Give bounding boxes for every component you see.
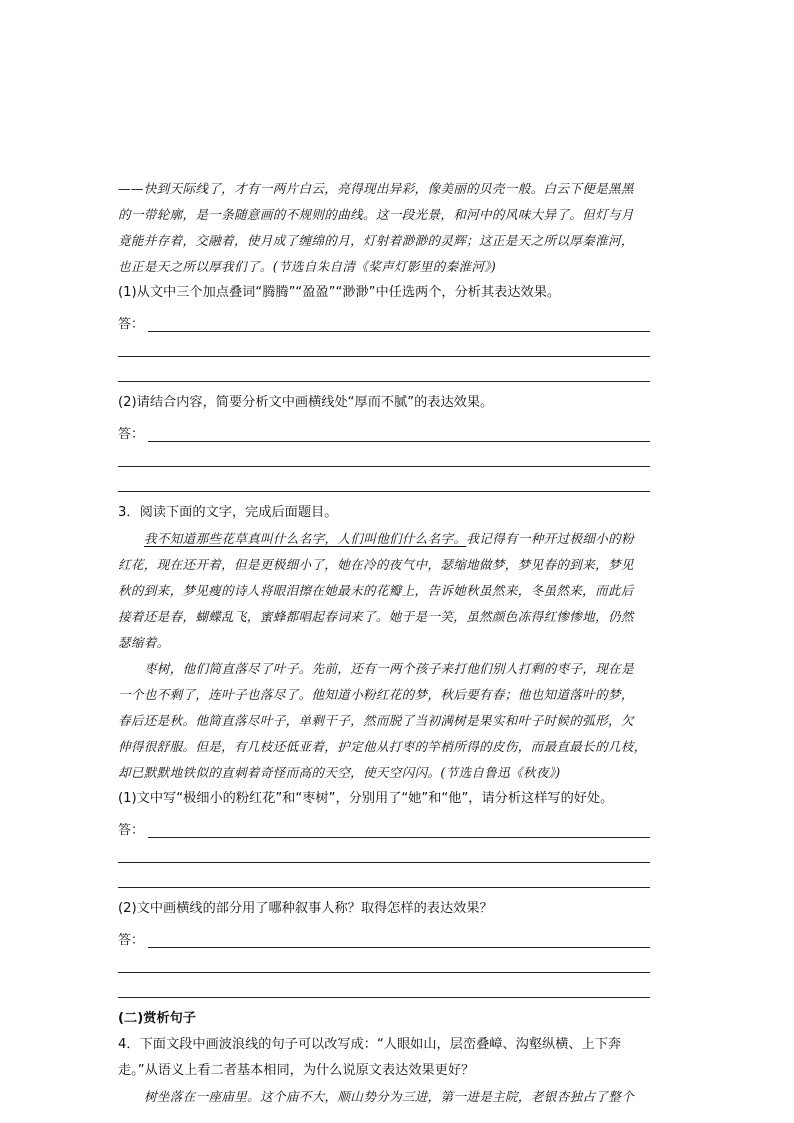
answer-line[interactable] — [118, 332, 650, 357]
passage4-line-1: 树坐落在一座庙里。这个庙不大，顺山势分为三进，第一进是主院，老银杏独占了整个 — [144, 1089, 634, 1104]
answer-line[interactable] — [118, 863, 650, 888]
passage3-line-4: 伸得很舒服。但是，有几枝还低亚着，护定他从打枣的竿梢所得的皮伤，而最直最长的几枝， — [118, 739, 647, 754]
question-3-2: (2)文中画横线的部分用了哪种叙事人称？取得怎样的表达效果？ — [118, 901, 493, 916]
passage3-line-2: 一个也不剩了，连叶子也落尽了。他知道小粉红花的梦，秋后要有春；他也知道落叶的梦， — [118, 687, 634, 702]
answer-row-2-1[interactable] — [118, 306, 678, 332]
answer-line[interactable] — [148, 819, 650, 838]
question-4-line-1: 4．下面文段中画波浪线的句子可以改写成：“人眼如山，层峦叠嶂、沟壑纵横、上下奔 — [118, 1037, 622, 1052]
answer-line[interactable] — [118, 442, 650, 467]
answer-row-3-2[interactable] — [118, 922, 678, 948]
passage2-line-3: 秋的到来，梦见瘦的诗人将眼泪擦在她最末的花瓣上，告诉她秋虽然来，冬虽然来，而此后 — [118, 583, 634, 598]
answer-line[interactable] — [118, 948, 650, 973]
answer-row-2-2[interactable] — [118, 416, 678, 442]
question-3-title: 3．阅读下面的文字，完成后面题目。 — [118, 505, 338, 520]
passage2-line-4: 接着还是春，蝴蝶乱飞，蜜蜂都唱起春词来了。她于是一笑，虽然颜色冻得红惨惨地，仍然 — [118, 609, 634, 624]
answer-line[interactable] — [118, 838, 650, 863]
passage1-line-3: 竟能并存着，交融着，使月成了缠绵的月，灯射着渺渺的灵辉；这正是天之所以厚秦淮河， — [118, 233, 634, 248]
passage3-line-5: 却已默默地铁似的直刺着奇怪而高的天空，使天空闪闪。(节选自鲁迅《秋夜》) — [118, 765, 561, 780]
answer-label: 答： — [118, 933, 145, 948]
answer-line[interactable] — [148, 929, 650, 948]
passage1-line-1: ——快到天际线了，才有一两片白云，亮得现出异彩，像美丽的贝壳一般。白云下便是黑黑 — [118, 181, 634, 196]
passage1-line-4: 也正是天之所以厚我们了。(节选自朱自清《桨声灯影里的秦淮河》) — [118, 259, 497, 274]
section-heading: (二)赏析句子 — [118, 1011, 196, 1026]
passage2-line-2: 红花，现在还开着，但是更极细小了，她在冷的夜气中，瑟缩地做梦，梦见春的到来，梦见 — [118, 557, 634, 572]
passage2-line-1-rest: 我记得有一种开过极细小的粉 — [466, 531, 634, 546]
answer-line[interactable] — [118, 467, 650, 492]
answer-line[interactable] — [148, 423, 650, 442]
passage2-line-1 — [118, 526, 678, 552]
answer-line[interactable] — [148, 313, 650, 332]
answer-line[interactable] — [118, 357, 650, 382]
answer-line[interactable] — [118, 973, 650, 998]
answer-label: 答： — [118, 427, 145, 442]
question-2-1: (1)从文中三个加点叠词“腾腾”“盈盈”“渺渺”中任选两个，分析其表达效果。 — [118, 285, 561, 300]
passage1-line-2: 的一带轮廓，是一条随意画的不规则的曲线。这一段光景，和河中的风味大异了。但灯与月 — [118, 207, 634, 222]
answer-label: 答： — [118, 317, 145, 332]
document-page — [118, 176, 678, 1110]
question-4-line-2: 走。”从语义上看二者基本相同，为什么说原文表达效果更好？ — [118, 1063, 475, 1078]
question-2-2: (2)请结合内容，简要分析文中画横线处“厚而不腻”的表达效果。 — [118, 395, 494, 410]
answer-label: 答： — [118, 823, 145, 838]
passage3-line-3: 春后还是秋。他简直落尽叶子，单剩干子，然而脱了当初满树是果实和叶子时候的弧形，欠 — [118, 713, 634, 728]
passage2-line-5: 瑟缩着。 — [118, 635, 170, 650]
question-3-1: (1)文中写“极细小的粉红花”和“枣树”，分别用了“她”和“他”，请分析这样写的好处。 — [118, 791, 614, 806]
passage3-line-1: 枣树，他们简直落尽了叶子。先前，还有一两个孩子来打他们别人打剩的枣子，现在是 — [144, 661, 634, 676]
answer-row-3-1[interactable] — [118, 812, 678, 838]
underlined-sentence: 我不知道那些花草真叫什么名字，人们叫他们什么名字。 — [144, 531, 467, 546]
